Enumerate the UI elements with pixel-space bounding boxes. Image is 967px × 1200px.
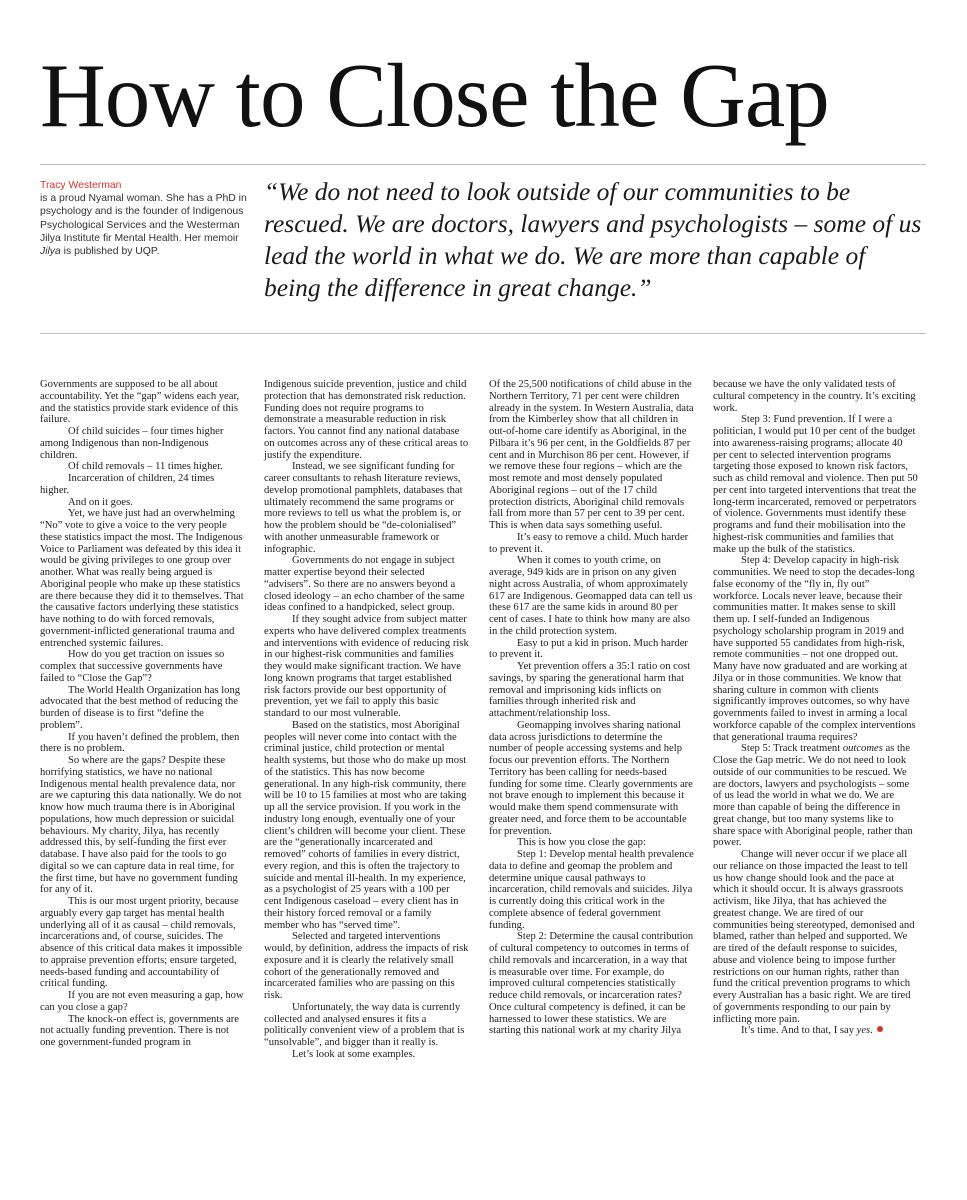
paragraph: Let’s look at some examples.	[292, 1048, 416, 1060]
pull-quote: “We do not need to look outside of our communities to be rescued. We are doctors, lawyers and psychologists – some of us lead the world in what we do. We are more than capable of being the difference in great change.”	[264, 177, 922, 302]
paragraph: Easy to put a kid in prison. Much harder to prevent it.	[489, 637, 688, 661]
paragraph: How do you get traction on issues so complex that successive governments have failed to “Close the Gap”?	[40, 649, 225, 684]
paragraph: This is our most urgent priority, because arguably every gap target has mental health underlying all of it as causal – child removals, incarcerations and, of course, suicides. The absence of this critical data makes it impossible to appraise prevention efforts; ensure targeted, needs-based funding and accountability of critical funding.	[40, 896, 243, 990]
author-name: Tracy Westerman	[40, 180, 122, 191]
paragraph: Yet, we have just had an overwhelming “No” vote to give a voice to the very people these statistics impact the most. The Indigenous Voice to Parliament was defeated by this idea it would be giving privileges to one group over another. What was really being argued is Aboriginal people who make up these statistics are there because they did it to themselves. That the causative factors underlying these statistics have nothing to do with forced removals, government-inflicted generational trauma and entrenched systemic failures.	[40, 508, 244, 649]
paragraph: Step 1: Develop mental health prevalence data to define and geomap the problem and determine unique causal pathways to incarceration, child removals and suicides. Jilya is currently doing this critical work in the complete absence of federal government funding.	[489, 849, 694, 931]
paragraph: Of the 25,500 notifications of child abuse in the Northern Territory, 71 per cent were children already in the system. In Western Australia, data from the Kimberley show that all children in out-of-home care identify as Aboriginal, in the Pilbara it’s 96 per cent, in the Goldfields 87 per cent and in Murchison 86 per cent. However, if we remove these four regions – which are the most remote and most densely populated Aboriginal regions – out of the 17 child protection districts, Aboriginal child removals fall from more than 57 per cent to 39 per cent. This is when data says something useful.	[489, 379, 694, 531]
paragraph: Incarceration of children, 24 times higher.	[40, 473, 215, 496]
paragraph: So where are the gaps? Despite these horrifying statistics, we have no national Indigenous mental health prevalence data, nor are we capturing this data nationally. We do not know how much trauma there is in Aboriginal populations, how much depression or suicidal behaviours. My charity, Jilya, has recently addressed this, by self-funding the first ever database. I have also paid for the tools to go digital so we can capture data in real time, for the first time, but have no government funding for any of it.	[40, 755, 242, 896]
paragraph: Governments are supposed to be all about accountability. Yet the “gap” widens each year, and the statistics provide stark evidence of this failure.	[40, 379, 240, 426]
paragraph: This is how you close the gap:	[517, 837, 646, 849]
paragraph: Step 2: Determine the causal contribution of cultural competency to outcomes in terms of child removals and incarceration, in a way that is measurable over time. For example, do improved cultural competencies statistically reduce child removals, or incarceration rates? Once cultural competency is defined, it can be harnessed to lower these statistics. We are starting this national work at my charity Jilya	[489, 931, 694, 1037]
paragraph: Selected and targeted interventions would, by definition, address the impacts of risk exposure and it is clearly the relatively small cohort of the generationally removed and incarcerated families who are passing on this risk.	[264, 931, 469, 1001]
paragraph: Of child removals – 11 times higher.	[68, 461, 223, 473]
article-column-2	[264, 379, 469, 1061]
author-bio-end: is published by UQP.	[60, 246, 160, 258]
paragraph: Yet prevention offers a 35:1 ratio on cost savings, by sparing the generational harm that removal and imprisoning kids inflicts on families through inherited risk and attachment/relationship loss.	[489, 661, 691, 719]
paragraph: Indigenous suicide prevention, justice and child protection that has demonstrated risk reduction. Funding does not require programs to demonstrate a measurable reduction in risk factors. You cannot find any national database on outcomes across any of these critical areas to justify the expenditure.	[264, 379, 469, 461]
paragraph: Step 3: Fund prevention. If I were a politician, I would put 10 per cent of the budget into awareness-raising programs; allocate 40 per cent to selected intervention programs targeting those exposed to known risk factors, such as child removal and violence. Then put 50 per cent into targeted interventions that treat the long-term incarcerated, removed or perpetrators of violence. Governments must identify these programs and fund their mobilisation into the highest-risk communities and families that make up the bulk of the statistics.	[713, 414, 918, 555]
paragraph: Change will never occur if we place all our reliance on those impacted the least to tell us how change should look and the pace at which it should occur. It is always grassroots activism, like Jilya, that has achieved the greatest change. We are tired of our communities being stereotyped, demonised and blamed, rather than helped and supported. We are tired of the default response to suicides, abuse and violence being to impose further restrictions on our human rights, rather than fund the critical prevention programs to which every Australian has a basic right. We are tired of governments responding to our pain by inflicting more pain.	[713, 849, 915, 1025]
paragraph: If you are not even measuring a gap, how can you close a gap?	[40, 990, 244, 1013]
author-bio: is a proud Nyamal woman. She has a PhD in psychology and is the founder of Indigenous Psychological Services and the Westerman Jilya Institute fir Mental Health. Her memoir	[40, 193, 247, 244]
paragraph: The knock-on effect is, governments are not actually funding prevention. There is not one government-funded program in	[40, 1013, 240, 1048]
author-byline	[40, 179, 254, 258]
paragraph: Unfortunately, the way data is currently collected and analysed ensures it fits a politically convenient view of a problem that is “unsolvable”, and bigger than it really is.	[264, 1001, 465, 1048]
paragraph: If you haven’t defined the problem, then there is no problem.	[40, 731, 240, 755]
paragraph: because we have the only validated tests of cultural competency in the country. It’s exciting work.	[713, 379, 916, 414]
paragraph: Step 4: Develop capacity in high-risk communities. We need to stop the decades-long false economy of the “fly in, fly out” workforce. Locals never leave, because their communities matter. It makes sense to skill them up. I self-funded an Indigenous psychology scholarship program in 2019 and have supported 55 candidates from high-risk, remote communities – not one dropped out. Many have now graduated and are working at Jilya or in those communities. We know that sharing culture in common with clients significantly improves outcomes, so why have governments failed to invest in arming a local workforce capable of the complex interventions that generational trauma requires?	[713, 555, 916, 743]
headline: How to Close the Gap	[40, 45, 829, 146]
paragraph: Governments do not engage in subject matter expertise beyond their selected “advisers”. So there are no answers beyond a closed ideology – an echo chamber of the same ideas confined to a handpicked, select group.	[264, 555, 465, 614]
paragraph: Geomapping involves sharing national data across jurisdictions to determine the number of people accessing systems and help focus our prevention efforts. The Northern Territory has been calling for needs-based funding for some time. Clearly governments are not brave enough to implement this because it would make them spend commensurate with greater need, and force them to be accountable for prevention.	[489, 719, 693, 837]
quote-divider	[40, 333, 926, 334]
paragraph: Based on the statistics, most Aboriginal peoples will never come into contact with the criminal justice, child protection or mental health systems, but those who do make up most of the statistics. This has now become generational. In any high-risk community, there will be 10 to 15 families at most who are taking up all the service provision. If you work in the industry long enough, eventually one of your client’s children will become your client. These are the “generationally incarcerated and removed” cohorts of families in every district, every region, and this is often the trajectory to suicide and mental ill-health. In my experience, as a psychologist of 25 years with a 100 per cent Indigenous caseload – every client has in their history forced removal or a family member who has “served time”.	[264, 719, 467, 931]
paragraph-step-5: Step 5: Track treatment outcomes as the Close the Gap metric. We do not need to look outside of our communities to be rescued. We are doctors, lawyers and psychologists – some of us lead the world in what we do. We are more than capable of being the difference in great change, but too many systems like to share space with Aboriginal people, rather than power.	[713, 743, 913, 849]
end-of-article-mark	[877, 1026, 883, 1032]
paragraph: The World Health Organization has long advocated that the best method of reducing the burden of disease is to first “define the problem”.	[40, 684, 241, 731]
article-column-3	[489, 379, 694, 1037]
memoir-title: Jilya	[40, 246, 61, 258]
paragraph: When it comes to youth crime, on average, 949 kids are in prison on any given night across Australia, of whom approximately 617 are Indigenous. Geomapped data can tell us these 617 are the same kids in around 80 per cent of cases. I hate to think how many are also in the child protection system.	[489, 555, 693, 637]
closing-paragraph: It’s time. And to that, I say yes.	[713, 1025, 918, 1037]
article-column-4	[713, 379, 918, 1037]
paragraph: If they sought advice from subject matter experts who have delivered complex treatments and interventions with evidence of reducing risk in our highest-risk communities and families they would make significant traction. We have long known programs that target established risk factors provide our best opportunity of prevention, yet we fail to apply this basic standard to our most vulnerable.	[264, 614, 469, 719]
paragraph: Instead, we see significant funding for career consultants to rehash literature reviews, develop promotional pamphlets, databases that ultimately recommend the same programs or more reviews to tell us what the problem is, or how the problem should be “de-colonialised” with another unmeasurable framework or infographic.	[264, 461, 463, 555]
article-column-1	[40, 379, 245, 1049]
paragraph: And on it goes.	[68, 496, 133, 508]
paragraph: Of child suicides – four times higher among Indigenous than non-Indigenous children.	[40, 426, 224, 461]
paragraph: It’s easy to remove a child. Much harder to prevent it.	[489, 531, 689, 555]
top-divider	[40, 164, 926, 165]
